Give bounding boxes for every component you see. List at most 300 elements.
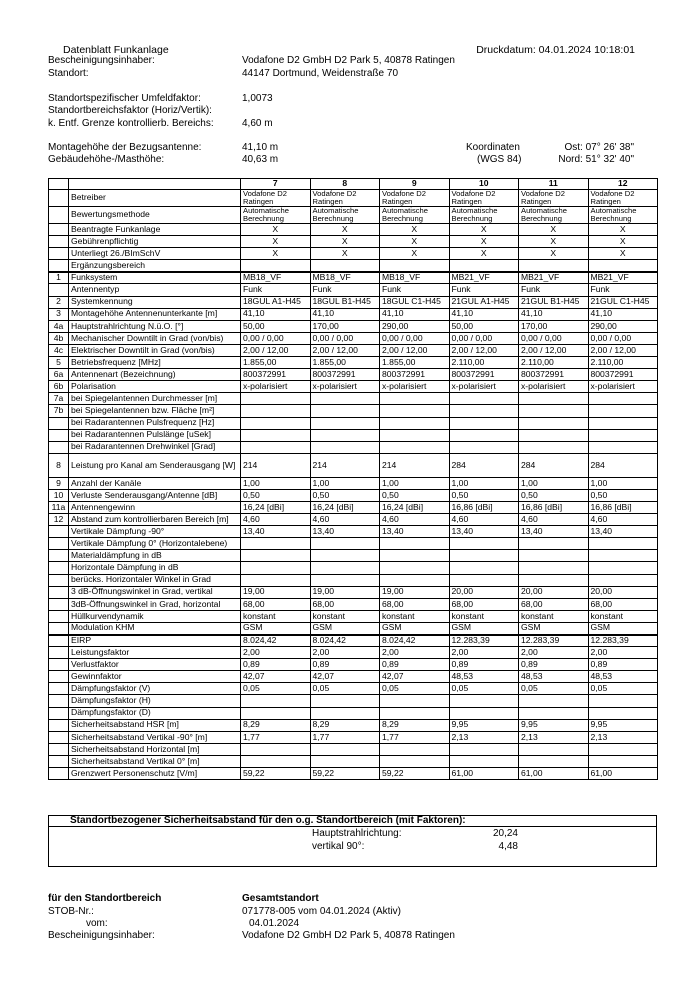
value-cell: [380, 695, 450, 707]
row-label: Mechanischer Downtilt in Grad (von/bis): [69, 332, 241, 344]
value-cell: 214: [241, 453, 311, 477]
value-cell: [588, 755, 658, 767]
env-factor-label: Standortspezifischer Umfeldfaktor:: [48, 93, 201, 104]
value-cell: 41,10: [449, 308, 519, 320]
value-cell: [241, 562, 311, 574]
table-row: [49, 296, 658, 308]
value-cell: 1.855,00: [310, 357, 380, 369]
building-height-label: Gebäudehöhe-/Masthöhe:: [48, 154, 165, 165]
column-header: 9: [380, 179, 450, 190]
row-label: Sicherheitsabstand Vertikal 0° [m]: [69, 755, 241, 767]
value-cell: 2,00 / 12,00: [310, 344, 380, 356]
column-header: 12: [588, 179, 658, 190]
area-factor-label: Standortbereichsfaktor (Horiz/Vertik):: [48, 105, 212, 116]
coord-north: Nord: 51° 32' 40": [558, 154, 634, 165]
value-cell: 0,05: [310, 683, 380, 695]
value-cell: Vodafone D2 Ratingen: [241, 190, 311, 207]
value-cell: GSM: [241, 622, 311, 634]
value-cell: GSM: [310, 622, 380, 634]
row-number: [49, 659, 69, 671]
coords-system: (WGS 84): [477, 154, 522, 165]
row-number: [49, 647, 69, 659]
value-cell: Vodafone D2 Ratingen: [380, 190, 450, 207]
row-label: Dämpfungsfaktor (H): [69, 695, 241, 707]
row-label: Sicherheitsabstand Horizontal [m]: [69, 743, 241, 755]
value-cell: [519, 393, 589, 405]
value-cell: [241, 550, 311, 562]
row-number: 11a: [49, 501, 69, 513]
value-cell: 2,00 / 12,00: [380, 344, 450, 356]
value-cell: 16,86 [dBi]: [449, 501, 519, 513]
value-cell: X: [310, 236, 380, 248]
value-cell: 4,60: [588, 514, 658, 526]
safety-vert-value: 4,48: [498, 841, 518, 852]
value-cell: 61,00: [588, 768, 658, 780]
footer-stob-value: 071778-005 vom 04.01.2024 (Aktiv): [242, 906, 401, 917]
value-cell: [449, 393, 519, 405]
row-label: Polarisation: [69, 381, 241, 393]
table-row: [49, 719, 658, 731]
value-cell: [519, 574, 589, 586]
value-cell: [380, 405, 450, 417]
table-row: [49, 586, 658, 598]
row-number: [49, 731, 69, 743]
value-cell: [241, 755, 311, 767]
value-cell: konstant: [310, 610, 380, 622]
value-cell: konstant: [519, 610, 589, 622]
value-cell: [241, 574, 311, 586]
value-cell: 0,05: [241, 683, 311, 695]
row-number: [49, 526, 69, 538]
row-label: Anzahl der Kanäle: [69, 477, 241, 489]
site-value: 44147 Dortmund, Weidenstraße 70: [242, 68, 399, 79]
value-cell: 12.283,39: [588, 635, 658, 647]
value-cell: x-polarisiert: [588, 381, 658, 393]
row-number: [49, 622, 69, 634]
table-row: [49, 598, 658, 610]
value-cell: 284: [519, 453, 589, 477]
value-cell: [588, 441, 658, 453]
value-cell: [380, 538, 450, 550]
value-cell: 68,00: [241, 598, 311, 610]
value-cell: [310, 562, 380, 574]
value-cell: [588, 574, 658, 586]
table-row: [49, 344, 658, 356]
row-number: [49, 190, 69, 207]
value-cell: 0,50: [519, 489, 589, 501]
row-number: 2: [49, 296, 69, 308]
row-number: [49, 429, 69, 441]
row-number: [49, 207, 69, 224]
holder-label: Bescheinigungsinhaber:: [48, 55, 155, 66]
table-row: [49, 332, 658, 344]
value-cell: 21GUL B1-H45: [519, 296, 589, 308]
value-cell: 290,00: [588, 320, 658, 332]
value-cell: 800372991: [310, 369, 380, 381]
value-cell: 16,24 [dBi]: [380, 501, 450, 513]
table-row: [49, 671, 658, 683]
safety-main-label: Hauptstrahlrichtung:: [312, 828, 402, 839]
value-cell: [519, 562, 589, 574]
row-label: Leistungsfaktor: [69, 647, 241, 659]
value-cell: konstant: [449, 610, 519, 622]
value-cell: 284: [588, 453, 658, 477]
row-number: [49, 550, 69, 562]
value-cell: [241, 538, 311, 550]
column-header: 11: [519, 179, 589, 190]
antenna-data-table: [48, 178, 658, 780]
value-cell: [380, 707, 450, 719]
value-cell: [519, 743, 589, 755]
value-cell: 0,00 / 0,00: [241, 332, 311, 344]
value-cell: [380, 562, 450, 574]
value-cell: X: [310, 224, 380, 236]
value-cell: 61,00: [449, 768, 519, 780]
value-cell: [241, 441, 311, 453]
value-cell: 18GUL A1-H45: [241, 296, 311, 308]
value-cell: 50,00: [449, 320, 519, 332]
value-cell: 48,53: [588, 671, 658, 683]
row-label: Verluste Senderausgang/Antenne [dB]: [69, 489, 241, 501]
value-cell: [588, 260, 658, 272]
value-cell: Funk: [310, 284, 380, 296]
value-cell: [380, 441, 450, 453]
mount-height-value: 41,10 m: [242, 142, 279, 153]
row-label: Beantragte Funkanlage: [69, 224, 241, 236]
table-row: [49, 236, 658, 248]
value-cell: 0,50: [449, 489, 519, 501]
table-row: [49, 574, 658, 586]
value-cell: 68,00: [519, 598, 589, 610]
value-cell: 59,22: [241, 768, 311, 780]
value-cell: x-polarisiert: [519, 381, 589, 393]
value-cell: 41,10: [380, 308, 450, 320]
table-row: [49, 190, 658, 207]
value-cell: [519, 260, 589, 272]
value-cell: [449, 755, 519, 767]
value-cell: [241, 405, 311, 417]
coord-east: Ost: 07° 26' 38": [564, 142, 634, 153]
table-row: [49, 550, 658, 562]
row-number: 6b: [49, 381, 69, 393]
value-cell: 41,10: [310, 308, 380, 320]
value-cell: GSM: [449, 622, 519, 634]
mount-height-label: Montagehöhe der Bezugsantenne:: [48, 142, 202, 153]
value-cell: MB21_VF: [519, 272, 589, 284]
header-label-cell: [69, 179, 241, 190]
value-cell: 59,22: [310, 768, 380, 780]
value-cell: [449, 441, 519, 453]
row-number: [49, 260, 69, 272]
row-label: berücks. Horizontaler Winkel in Grad: [69, 574, 241, 586]
table-row: [49, 683, 658, 695]
row-label: Antennenart (Bezeichnung): [69, 369, 241, 381]
value-cell: 2,00 / 12,00: [449, 344, 519, 356]
value-cell: 4,60: [380, 514, 450, 526]
value-cell: [380, 574, 450, 586]
env-factor-value: 1,0073: [242, 93, 273, 104]
table-row: [49, 526, 658, 538]
value-cell: [519, 707, 589, 719]
footer-holder-value: Vodafone D2 GmbH D2 Park 5, 40878 Ratingen: [242, 930, 455, 941]
row-label: Vertikale Dämpfung 0° (Horizontalebene): [69, 538, 241, 550]
row-number: 5: [49, 357, 69, 369]
value-cell: [310, 550, 380, 562]
table-row: [49, 755, 658, 767]
value-cell: 9,95: [588, 719, 658, 731]
value-cell: GSM: [588, 622, 658, 634]
value-cell: [241, 260, 311, 272]
table-row: [49, 731, 658, 743]
value-cell: [519, 429, 589, 441]
value-cell: 13,40: [449, 526, 519, 538]
value-cell: x-polarisiert: [310, 381, 380, 393]
row-label: bei Spiegelantennen bzw. Fläche [m²]: [69, 405, 241, 417]
row-number: [49, 743, 69, 755]
value-cell: [519, 405, 589, 417]
value-cell: 0,89: [241, 659, 311, 671]
value-cell: 2.110,00: [449, 357, 519, 369]
value-cell: [310, 574, 380, 586]
value-cell: Automatische Berechnung: [380, 207, 450, 224]
value-cell: 2,00: [519, 647, 589, 659]
value-cell: X: [588, 224, 658, 236]
row-label: Materialdämpfung in dB: [69, 550, 241, 562]
value-cell: 8,29: [380, 719, 450, 731]
row-number: [49, 707, 69, 719]
value-cell: 20,00: [519, 586, 589, 598]
row-number: [49, 441, 69, 453]
value-cell: konstant: [380, 610, 450, 622]
value-cell: GSM: [519, 622, 589, 634]
value-cell: MB21_VF: [449, 272, 519, 284]
row-label: Grenzwert Personenschutz [V/m]: [69, 768, 241, 780]
value-cell: 19,00: [380, 586, 450, 598]
value-cell: 4,60: [310, 514, 380, 526]
table-row: [49, 562, 658, 574]
row-label: bei Spiegelantennen Durchmesser [m]: [69, 393, 241, 405]
value-cell: [310, 429, 380, 441]
building-height-value: 40,63 m: [242, 154, 279, 165]
value-cell: [449, 695, 519, 707]
value-cell: [310, 743, 380, 755]
row-label: Betriebsfrequenz [MHz]: [69, 357, 241, 369]
value-cell: [449, 405, 519, 417]
value-cell: Automatische Berechnung: [588, 207, 658, 224]
row-label: Horizontale Dämpfung in dB: [69, 562, 241, 574]
value-cell: [449, 538, 519, 550]
value-cell: 4,60: [449, 514, 519, 526]
row-number: [49, 586, 69, 598]
value-cell: 170,00: [519, 320, 589, 332]
value-cell: 0,89: [588, 659, 658, 671]
table-row: [49, 357, 658, 369]
value-cell: 41,10: [519, 308, 589, 320]
value-cell: 2,13: [449, 731, 519, 743]
column-header: 8: [310, 179, 380, 190]
row-label: Modulation KHM: [69, 622, 241, 634]
value-cell: 13,40: [310, 526, 380, 538]
table-row: [49, 260, 658, 272]
value-cell: MB18_VF: [310, 272, 380, 284]
value-cell: 0,00 / 0,00: [380, 332, 450, 344]
row-label: bei Radarantennen Pulslänge [uSek]: [69, 429, 241, 441]
value-cell: 800372991: [241, 369, 311, 381]
value-cell: X: [449, 248, 519, 260]
value-cell: 0,00 / 0,00: [519, 332, 589, 344]
value-cell: 1,00: [241, 477, 311, 489]
value-cell: X: [449, 236, 519, 248]
value-cell: [380, 260, 450, 272]
row-label: EIRP: [69, 635, 241, 647]
row-label: Funksystem: [69, 272, 241, 284]
table-row: [49, 538, 658, 550]
value-cell: [449, 574, 519, 586]
value-cell: [588, 538, 658, 550]
table-row: [49, 743, 658, 755]
column-header: 7: [241, 179, 311, 190]
value-cell: X: [449, 224, 519, 236]
table-row: [49, 207, 658, 224]
value-cell: 68,00: [380, 598, 450, 610]
value-cell: X: [380, 224, 450, 236]
site-label: Standort:: [48, 68, 89, 79]
value-cell: 1,00: [310, 477, 380, 489]
value-cell: [380, 755, 450, 767]
table-row: [49, 501, 658, 513]
row-label: Systemkennung: [69, 296, 241, 308]
table-row: [49, 453, 658, 477]
footer-holder-label: Bescheinigungsinhaber:: [48, 930, 155, 941]
value-cell: Funk: [241, 284, 311, 296]
row-label: Unterliegt 26./BImSchV: [69, 248, 241, 260]
value-cell: [241, 743, 311, 755]
value-cell: [310, 417, 380, 429]
value-cell: X: [380, 248, 450, 260]
row-number: [49, 284, 69, 296]
table-row: [49, 514, 658, 526]
table-row: [49, 369, 658, 381]
value-cell: 8.024,42: [380, 635, 450, 647]
value-cell: 1,77: [310, 731, 380, 743]
value-cell: 2,00: [310, 647, 380, 659]
value-cell: Automatische Berechnung: [519, 207, 589, 224]
value-cell: X: [588, 236, 658, 248]
value-cell: 8.024,42: [241, 635, 311, 647]
value-cell: 1,00: [380, 477, 450, 489]
value-cell: 19,00: [241, 586, 311, 598]
value-cell: [588, 393, 658, 405]
value-cell: [380, 417, 450, 429]
value-cell: [519, 695, 589, 707]
row-number: [49, 574, 69, 586]
value-cell: 18GUL C1-H45: [380, 296, 450, 308]
row-label: Hauptstrahlrichtung N.ü.O. [°]: [69, 320, 241, 332]
value-cell: 1,00: [588, 477, 658, 489]
row-number: [49, 538, 69, 550]
value-cell: X: [241, 224, 311, 236]
row-number: 7a: [49, 393, 69, 405]
value-cell: Vodafone D2 Ratingen: [449, 190, 519, 207]
row-number: [49, 635, 69, 647]
value-cell: 16,24 [dBi]: [241, 501, 311, 513]
value-cell: X: [380, 236, 450, 248]
table-row: [49, 272, 658, 284]
row-label: bei Radarantennen Drehwinkel [Grad]: [69, 441, 241, 453]
row-number: 9: [49, 477, 69, 489]
value-cell: [588, 405, 658, 417]
value-cell: 9,95: [449, 719, 519, 731]
row-number: [49, 598, 69, 610]
row-label: Gebührenpflichtig: [69, 236, 241, 248]
value-cell: 2,13: [588, 731, 658, 743]
table-row: [49, 768, 658, 780]
table-row: [49, 635, 658, 647]
row-number: 8: [49, 453, 69, 477]
value-cell: 42,07: [380, 671, 450, 683]
value-cell: [519, 755, 589, 767]
value-cell: 2,00: [380, 647, 450, 659]
value-cell: konstant: [588, 610, 658, 622]
value-cell: [241, 417, 311, 429]
value-cell: [588, 550, 658, 562]
value-cell: MB18_VF: [380, 272, 450, 284]
value-cell: 0,05: [519, 683, 589, 695]
value-cell: 13,40: [241, 526, 311, 538]
value-cell: [588, 707, 658, 719]
value-cell: 0,05: [380, 683, 450, 695]
table-row: [49, 248, 658, 260]
value-cell: [449, 260, 519, 272]
value-cell: 42,07: [241, 671, 311, 683]
value-cell: 20,00: [588, 586, 658, 598]
value-cell: 50,00: [241, 320, 311, 332]
value-cell: 41,10: [241, 308, 311, 320]
row-number: 4b: [49, 332, 69, 344]
value-cell: [310, 707, 380, 719]
row-label: bei Radarantennen Pulsfrequenz [Hz]: [69, 417, 241, 429]
value-cell: 21GUL A1-H45: [449, 296, 519, 308]
row-number: 3: [49, 308, 69, 320]
value-cell: [310, 405, 380, 417]
row-label: Vertikale Dämpfung -90°: [69, 526, 241, 538]
value-cell: 42,07: [310, 671, 380, 683]
row-number: 7b: [49, 405, 69, 417]
table-row: [49, 441, 658, 453]
value-cell: 0,05: [449, 683, 519, 695]
value-cell: X: [519, 236, 589, 248]
value-cell: X: [519, 248, 589, 260]
value-cell: 8,29: [241, 719, 311, 731]
value-cell: [380, 550, 450, 562]
row-number: [49, 755, 69, 767]
value-cell: [588, 417, 658, 429]
value-cell: [449, 429, 519, 441]
value-cell: [310, 538, 380, 550]
value-cell: 1,77: [241, 731, 311, 743]
header-num-cell: [49, 179, 69, 190]
value-cell: 13,40: [519, 526, 589, 538]
value-cell: 170,00: [310, 320, 380, 332]
value-cell: 4,60: [241, 514, 311, 526]
value-cell: 8,29: [310, 719, 380, 731]
value-cell: [310, 755, 380, 767]
value-cell: Automatische Berechnung: [449, 207, 519, 224]
value-cell: 41,10: [588, 308, 658, 320]
row-label: Dämpfungsfaktor (D): [69, 707, 241, 719]
value-cell: [588, 429, 658, 441]
row-label: Montagehöhe Antennenunterkante [m]: [69, 308, 241, 320]
